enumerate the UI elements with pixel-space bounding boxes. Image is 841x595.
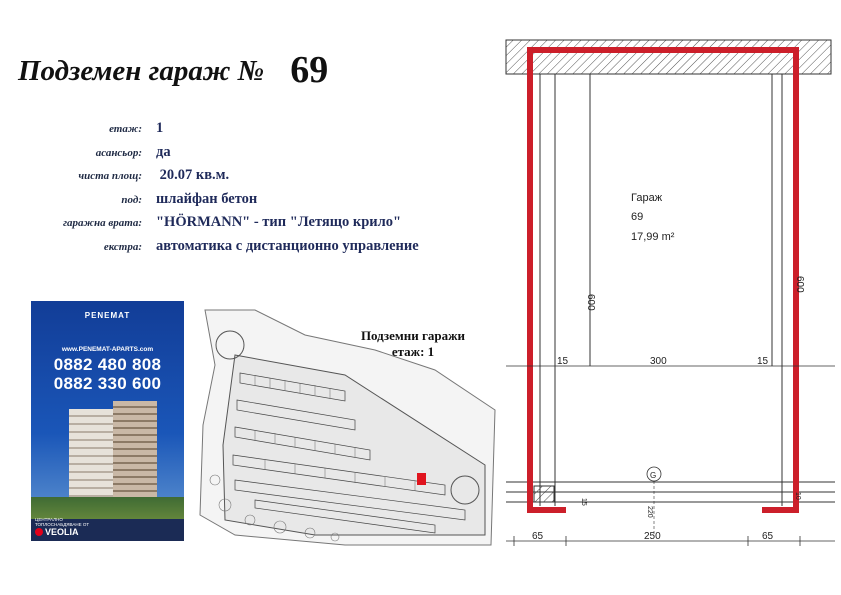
ad-phone-2: 0882 330 600 bbox=[53, 374, 162, 393]
title-text: Подземен гараж № bbox=[18, 55, 265, 87]
dim-width: 300 bbox=[650, 356, 667, 367]
spec-row-door bbox=[30, 214, 500, 238]
dim-small-b: 220 bbox=[646, 506, 653, 518]
dim-depth-right: 600 bbox=[794, 276, 805, 293]
garage-floor-plan bbox=[500, 36, 841, 595]
spec-label: асансьор: bbox=[95, 146, 142, 159]
spec-value: 1 bbox=[156, 120, 164, 136]
spec-row-floor bbox=[30, 120, 500, 144]
axis-marker-label: G bbox=[650, 471, 657, 480]
dim-bottom-right: 65 bbox=[762, 531, 774, 542]
ad-phone-1: 0882 480 808 bbox=[53, 355, 162, 374]
dim-small-a: 15 bbox=[580, 498, 587, 506]
spec-label: етаж: bbox=[109, 123, 142, 135]
site-plan-caption bbox=[338, 328, 488, 360]
spec-row-area bbox=[30, 167, 500, 191]
spec-value: "HÖRMANN" - тип "Летящо крило" bbox=[156, 214, 402, 230]
room-name: Гараж bbox=[631, 192, 663, 204]
spec-value: 20.07 кв.м. bbox=[156, 167, 230, 183]
dim-right-offset: 15 bbox=[757, 356, 769, 367]
dim-small-c: 10 bbox=[794, 492, 801, 500]
room-area: 17,99 m² bbox=[631, 231, 675, 243]
dim-left-offset: 15 bbox=[557, 356, 569, 367]
bottom-left-column bbox=[534, 486, 554, 502]
caption-line-1: Подземни гаражи bbox=[360, 328, 466, 343]
dim-depth: 600 bbox=[585, 294, 596, 311]
advertisement-banner bbox=[31, 301, 184, 541]
garage-number: 69 bbox=[290, 49, 329, 91]
spec-label: екстра: bbox=[103, 240, 142, 253]
ad-brand-logo: PENEMAT bbox=[84, 311, 131, 320]
room-number: 69 bbox=[631, 211, 644, 223]
spec-value: да bbox=[156, 143, 171, 160]
wall-lines bbox=[506, 74, 835, 506]
spec-row-floor-finish bbox=[30, 191, 500, 215]
spec-value: автоматика с дистанционно управление bbox=[156, 237, 419, 254]
spec-value: шлайфан бетон bbox=[156, 190, 258, 207]
ad-note: ЦЕНТРАЛНО ТОПЛОСНАБДЯВАНЕ ОТ bbox=[35, 517, 90, 527]
ad-partner: VEOLIA bbox=[45, 527, 79, 537]
page-title bbox=[18, 46, 328, 90]
dim-bottom-mid: 250 bbox=[644, 531, 661, 542]
top-wall-hatch bbox=[506, 40, 831, 74]
spec-label: гаражна врата: bbox=[62, 217, 142, 229]
door-opening-mask bbox=[566, 507, 762, 515]
veolia-logo-icon bbox=[35, 528, 43, 536]
highlighted-garage-marker bbox=[417, 473, 426, 485]
spec-label: чиста площ: bbox=[78, 170, 142, 182]
caption-line-2: етаж: 1 bbox=[391, 344, 435, 359]
garage-outline-highlight bbox=[530, 50, 796, 510]
spec-row-elevator bbox=[30, 144, 500, 168]
ad-website: www.PENEMAT-APARTS.com bbox=[61, 346, 154, 353]
spec-row-extra bbox=[30, 238, 500, 262]
specs-list bbox=[30, 120, 500, 261]
spec-label: под: bbox=[121, 193, 142, 206]
dim-bottom-left: 65 bbox=[532, 531, 544, 542]
